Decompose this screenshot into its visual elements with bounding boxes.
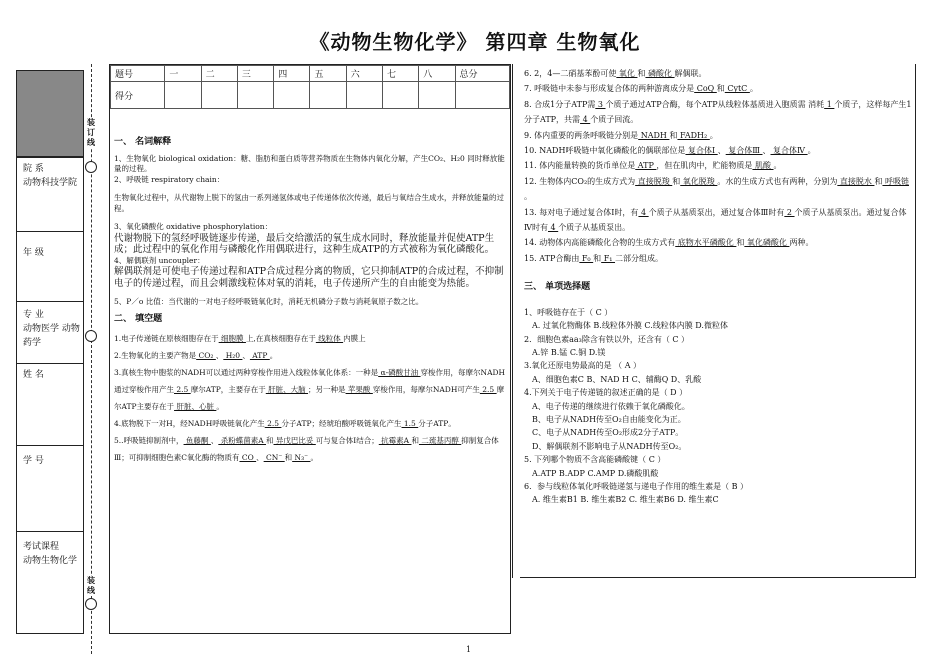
choice-question: 1、呼吸链存在于（ C ） [524, 307, 613, 317]
score-header: 题号 [111, 66, 165, 82]
blank-answer: CO [239, 453, 257, 462]
fill-text: 13. 每对电子通过复合体Ⅰ时，有 [524, 207, 639, 217]
blank-answer: 肝脏、大脑 [265, 385, 309, 394]
blank-answer: N₃⁻ [292, 453, 311, 462]
score-cell[interactable] [274, 82, 310, 109]
fill-text: 和 [411, 436, 419, 445]
dept-label: 院 系 [23, 164, 44, 174]
fill-text: 、 [762, 146, 771, 156]
fill-text: 11. 体内能量转换的货币单位是 [524, 161, 636, 171]
fill-text: 和 [266, 436, 274, 445]
blank-answer: 细胞膜 [218, 334, 246, 343]
score-cell[interactable] [310, 82, 346, 109]
major-label: 专 业 [23, 310, 44, 320]
fill-9 [524, 128, 912, 143]
blank-answer: 抗霉素A [378, 436, 412, 445]
page-number: 1 [466, 645, 472, 654]
term-4: 4、解偶联剂 uncoupler： [114, 255, 205, 265]
fill-text: 。 [709, 130, 718, 140]
fill-text: 、 [242, 351, 250, 360]
score-table [110, 65, 510, 109]
choice-question: 5. 下列哪个物质不含高能磷酸键（ C ） [524, 455, 666, 465]
student-info-panel [16, 70, 84, 634]
fill-3 [114, 364, 507, 415]
fill-text: 。 [524, 192, 532, 202]
fill-text: 个质子从基质泵出。通过复合体Ⅳ时有 [524, 207, 907, 233]
blank-answer: 线粒体 [315, 334, 344, 343]
fill-7 [524, 81, 912, 96]
blank-answer: 复合体Ⅰ [685, 146, 718, 156]
score-row [111, 82, 510, 109]
course-label: 考试课程 [23, 542, 60, 552]
grade-cell [17, 231, 83, 301]
fill-text: 、 [210, 436, 219, 445]
fill-text: 和 [672, 176, 681, 186]
fill-text: 分子ATP；经琥珀酸呼吸链氧化产生 [281, 419, 402, 428]
fill-text: 。 [269, 351, 278, 360]
major-cell [17, 301, 83, 363]
fill-text: 穿梭作用，每摩尔NADH可产生 [372, 385, 480, 394]
fill-1 [114, 330, 507, 347]
choice-option: C、电子从NADH传至O₂形成2分子ATP。 [532, 428, 684, 438]
choice-question: 3.氧化还原电势最高的是 （ A ） [524, 361, 642, 371]
blank-answer: CytC [724, 84, 750, 94]
blank-answer: 底物水平磷酸化 [675, 238, 737, 248]
blank-answer: 异戊巴比妥 [273, 436, 316, 445]
fill-text: 可与复合体Ⅰ结合； [315, 436, 379, 445]
choice-option: A.锌 B.锰 C.铜 D.镁 [532, 347, 606, 357]
choice-option: B、电子从NADH传至O₂自由能变化为正。 [532, 414, 686, 424]
score-header: 总分 [455, 66, 509, 82]
blank-answer: ATP [249, 351, 270, 360]
fill-text: 、 [256, 453, 264, 462]
name-label: 姓 名 [23, 370, 44, 380]
fill-text: 。水的生成方式也有两种，分别为 [717, 176, 838, 186]
fill-text: 个质子从基质泵出，通过复合体Ⅲ时有 [648, 207, 785, 217]
blank-answer: F₁ [601, 253, 616, 263]
term-4-answer: 解偶联剂是可使电子传递过程和ATP合成过程分离的物质，它只抑制ATP的合成过程，不抑制电子的传递过程，而且会刺激线粒体对氧的消耗，电子传递所产生的自由能变为热能。 [114, 266, 504, 289]
fill-text: 2.生物氧化的主要产物是 [114, 351, 197, 360]
blank-answer: 1 [824, 99, 835, 109]
choice-question: 6．参与线粒体氧化呼吸链递氢与递电子作用的维生素是（ B ） [524, 481, 749, 491]
right-column [520, 64, 916, 578]
blank-answer: 肝脏、心脏 [174, 402, 217, 411]
blank-answer: ATP [635, 161, 657, 171]
blank-answer: NADH [638, 130, 670, 140]
choice-option: D、解偶联剂不影响电子从NADH传至O₂。 [532, 441, 687, 451]
choice-option: A. 过氧化物酶体 B.线粒体外膜 C.线粒体内膜 D.微粒体 [532, 321, 728, 331]
dept-cell [17, 157, 83, 231]
blank-answer: 鱼藤酮 [183, 436, 211, 445]
grade-label: 年 级 [23, 248, 44, 258]
column-divider [512, 64, 513, 578]
fill-text: ；另一种是 [308, 385, 346, 394]
binding-hole-icon [85, 161, 97, 173]
fill-text: 个质子从基质泵出。 [558, 223, 631, 233]
choice-option: A、细胞色素C B、NAD H C、辅酶Q D、乳酸 [532, 374, 702, 384]
score-header: 一 [165, 66, 201, 82]
section-2-title: 二、 填空题 [114, 313, 163, 324]
fill-text: 穿梭作用，每摩尔NADH通过穿梭作用产生 [114, 368, 506, 394]
fill-text: 、 [215, 351, 224, 360]
id-label: 学 号 [23, 456, 44, 466]
photo-box [17, 71, 83, 157]
fill-text: 抑制复合体Ⅲ；可抑制细胞色素C氧化酶的物质有 [114, 436, 499, 462]
left-content [114, 131, 507, 466]
score-cell[interactable] [382, 82, 418, 109]
fill-14 [524, 235, 912, 250]
fill-text: 。 [773, 161, 782, 171]
blank-answer: 直接脱羧 [635, 176, 673, 186]
fill-text: ，但在肌肉中，贮能物质是 [656, 161, 753, 171]
major-value: 动物医学 动物药学 [23, 324, 80, 348]
score-cell[interactable] [237, 82, 273, 109]
blank-answer: 氧化 [616, 69, 638, 78]
left-column [109, 64, 511, 634]
course-cell [17, 531, 83, 635]
blank-answer: 3 [595, 99, 606, 109]
choice-option: A.ATP B.ADP C.AMP D.磷酸肌酸 [532, 468, 659, 478]
binding-hole-icon [85, 330, 97, 342]
fill-text: 。 [807, 146, 816, 156]
blank-answer: FADH₂ [677, 130, 710, 140]
fill-text: 和 [736, 238, 745, 248]
blank-answer: 直接脱水 [837, 176, 875, 186]
fill-text: 上,在真核细胞存在于 [245, 334, 316, 343]
fill-text: 3.真核生物中胞浆的NADH可以通过两种穿梭作用进入线粒体氧化体系：一种是 [114, 368, 379, 377]
fill-12 [524, 174, 912, 205]
score-header: 二 [201, 66, 237, 82]
course-value: 动物生物化学 [23, 556, 78, 566]
blank-answer: 4 [638, 207, 649, 217]
binding-label-top: 装 订 线 [84, 118, 98, 148]
fill-text: 个质子，这样每产生1分子ATP，共需 [524, 99, 912, 125]
fill-text: 和 [669, 130, 678, 140]
id-cell [17, 445, 83, 531]
fill-text: 个质子通过ATP合酶，每个ATP从线粒体基质进入胞质需 消耗 [605, 99, 825, 109]
fill-text: 8. 合成1分子ATP需 [524, 99, 596, 109]
blank-answer: 2.5 [479, 385, 497, 394]
term-1: 1、生物氧化 biological oxidation：糖、脂肪和蛋白质等营养物质在生物体内氧化分解，产生CO₂、H₂0 同时释放能量的过程。 [114, 153, 505, 173]
choice-2 [524, 333, 912, 360]
section-3-title: 三、 单项选择题 [524, 282, 591, 293]
section-1-title: 一、 名词解释 [114, 137, 172, 147]
fill-text: 解偶联。 [674, 69, 707, 78]
fill-text: 个质子回流。 [590, 115, 639, 125]
blank-answer: 肌酸 [752, 161, 774, 171]
choice-option: A、电子传递的继续进行依赖于氧化磷酸化。 [532, 401, 690, 411]
fill-text: 9. 体内重要的两条呼吸链分别是 [524, 130, 639, 140]
fill-text: 和 [284, 453, 293, 462]
choice-6 [524, 480, 912, 507]
fill-6 [524, 66, 912, 81]
blank-answer: 杀粉蝶菌素A [218, 436, 267, 445]
fill-10 [524, 143, 912, 158]
blank-answer: 2 [784, 207, 795, 217]
fill-text: 1.电子传递链在原核细胞存在于 [114, 334, 219, 343]
fill-text: 10. NADH呼吸链中氧化磷酸化的偶联部位是 [524, 146, 686, 156]
choice-3 [524, 359, 912, 386]
term-3-answer: 代谢物脱下的氢经呼吸链逐步传递，最后交给激活的氧生成水同时，释放能量并促使ATP生成；此过程中的氧化作用与磷酸化作用偶联进行，这种生成ATP的方式被称为氧化磷酸化。 [114, 232, 495, 255]
fill-text: 。 [216, 402, 224, 411]
blank-answer: 苹果酸 [345, 385, 373, 394]
blank-answer: 2.5 [264, 419, 282, 428]
binding-hole-icon [85, 598, 97, 610]
fill-text: 和 [874, 176, 883, 186]
fill-15 [524, 251, 912, 266]
fill-text: 5..呼吸链抑制剂中， [114, 436, 184, 445]
blank-answer: 磷酸化 [645, 69, 675, 78]
fill-text: 摩尔ATP，主要存在于 [190, 385, 266, 394]
blank-answer: 2.5 [174, 385, 191, 394]
blank-answer: 4 [580, 115, 591, 125]
blank-answer: α-磷酸甘油 [378, 368, 421, 377]
fill-text: 二部分组成。 [615, 253, 664, 263]
score-cell[interactable] [201, 82, 237, 109]
binding-label-bottom: 装 线 [84, 576, 98, 596]
score-cell[interactable] [419, 82, 455, 109]
term-3: 3、氧化磷酸化 oxidative phosphorylation： [114, 222, 273, 231]
fill-8 [524, 97, 912, 128]
score-header-row [111, 66, 510, 82]
fill-text: 。 [310, 453, 318, 462]
fill-text: 内膜上 [343, 334, 366, 343]
score-cell[interactable] [346, 82, 382, 109]
term-2-answer: 生物氧化过程中，从代谢物上脱下的氢由一系列递氢体或电子传递体依次传递，最后与氧结合生成水，并释放能量的过程。 [114, 193, 504, 213]
dept-value: 动物科技学院 [23, 178, 78, 188]
score-header: 五 [310, 66, 346, 82]
score-header: 三 [237, 66, 273, 82]
fill-text: 和 [716, 84, 725, 94]
blank-answer: F₀ [579, 253, 594, 263]
fill-text: 分子ATP。 [418, 419, 456, 428]
fill-5 [114, 432, 507, 466]
choice-question: 2．细胞色素aa₃除含有铁以外，还含有（ C ） [524, 334, 690, 344]
fill-text: 和 [593, 253, 602, 263]
fill-text: 15. ATP合酶由 [524, 253, 580, 263]
choice-4 [524, 386, 912, 453]
fill-11 [524, 158, 912, 173]
blank-answer: 二巯基丙醇 [418, 436, 462, 445]
blank-answer: H₂0 [223, 351, 243, 360]
fill-text: 14. 动物体内高能磷酸化合物的生成方式有 [524, 238, 676, 248]
fill-text: 4.底物脱下一对H，经NADH呼吸链氧化产生 [114, 419, 265, 428]
fill-text: 7. 呼吸链中未参与形成复合体的两种游离成分是 [524, 84, 695, 94]
blank-answer: CO₂ [196, 351, 216, 360]
fill-text: 摩尔ATP主要存在于 [114, 385, 505, 411]
blank-answer: 氧化磷酸化 [744, 238, 790, 248]
score-header: 七 [382, 66, 418, 82]
fill-2 [114, 347, 507, 364]
name-cell [17, 363, 83, 445]
fill-text: 12. 生物体内CO₂的生成方式为 [524, 176, 636, 186]
blank-answer: 呼吸链 [882, 176, 909, 186]
fill-text: 两种。 [789, 238, 814, 248]
choice-option: A. 维生素B1 B. 维生素B2 C. 维生素B6 D. 维生素C [532, 495, 719, 505]
fill-text: 。 [749, 84, 758, 94]
blank-answer: 氧化脱羧 [680, 176, 718, 186]
blank-answer: 复合体Ⅳ [770, 146, 808, 156]
score-row-label: 得分 [111, 82, 165, 109]
term-5: 5、P／o 比值：当代谢的一对电子经呼吸链氧化时，消耗无机磷分子数与消耗氧原子数之比。 [114, 297, 424, 306]
blank-answer: 复合体Ⅲ [725, 146, 763, 156]
fill-13 [524, 205, 912, 236]
choice-1 [524, 306, 912, 333]
fill-text: 、 [717, 146, 726, 156]
fill-4 [114, 415, 507, 432]
fill-text: 和 [637, 69, 646, 78]
page-title: 《动物生物化学》 第四章 生物氧化 [309, 30, 641, 54]
blank-answer: CN⁻ [263, 453, 285, 462]
choice-question: 4.下列关于电子传递链的叙述正确的是（ D ） [524, 388, 688, 398]
binding-line [91, 64, 92, 654]
score-header: 八 [419, 66, 455, 82]
right-content [524, 66, 912, 507]
fill-text: 6. 2，4—二硝基苯酚可使 [524, 69, 617, 78]
score-header: 四 [274, 66, 310, 82]
score-cell[interactable] [165, 82, 201, 109]
blank-answer: CoQ [694, 84, 717, 94]
score-header: 六 [346, 66, 382, 82]
blank-answer: 4 [548, 223, 559, 233]
choice-5 [524, 453, 912, 480]
blank-answer: 1.5 [401, 419, 419, 428]
term-2: 2、呼吸链 respiratory chain： [114, 174, 225, 184]
score-cell[interactable] [455, 82, 509, 109]
